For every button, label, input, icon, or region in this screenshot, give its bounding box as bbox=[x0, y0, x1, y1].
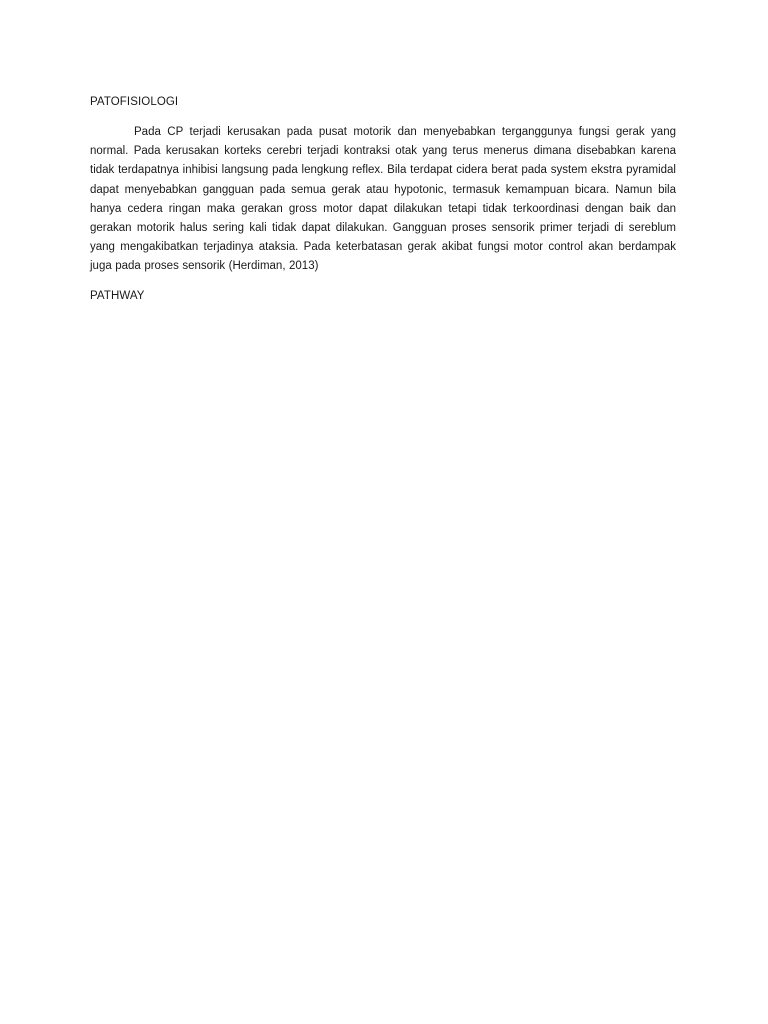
patofisiologi-paragraph: Pada CP terjadi kerusakan pada pusat motorik dan menyebabkan terganggunya fungsi gerak yang normal. Pada kerusakan korteks cerebri terjadi kontraksi otak yang terus menerus dimana disebabkan karena tidak terdapatnya inhibisi langsung pada lengkung reflex. Bila terdapat cidera berat pada system ekstra pyramidal dapat menyebabkan gangguan pada semua gerak atau hypotonic, termasuk kemampuan bicara. Namun bila hanya cedera ringan maka gerakan gross motor dapat dilakukan tetapi tidak terkoordinasi dengan baik dan gerakan motorik halus sering kali tidak dapat dilakukan. Gangguan proses sensorik primer terjadi di sereblum yang mengakibatkan terjadinya ataksia. Pada keterbatasan gerak akibat fungsi motor control akan berdampak juga pada proses sensorik (Herdiman, 2013) bbox=[90, 126, 676, 273]
section-heading-patofisiologi: PATOFISIOLOGI bbox=[90, 96, 179, 108]
document-content bbox=[90, 94, 676, 304]
section-heading-pathway: PATHWAY bbox=[90, 289, 145, 302]
